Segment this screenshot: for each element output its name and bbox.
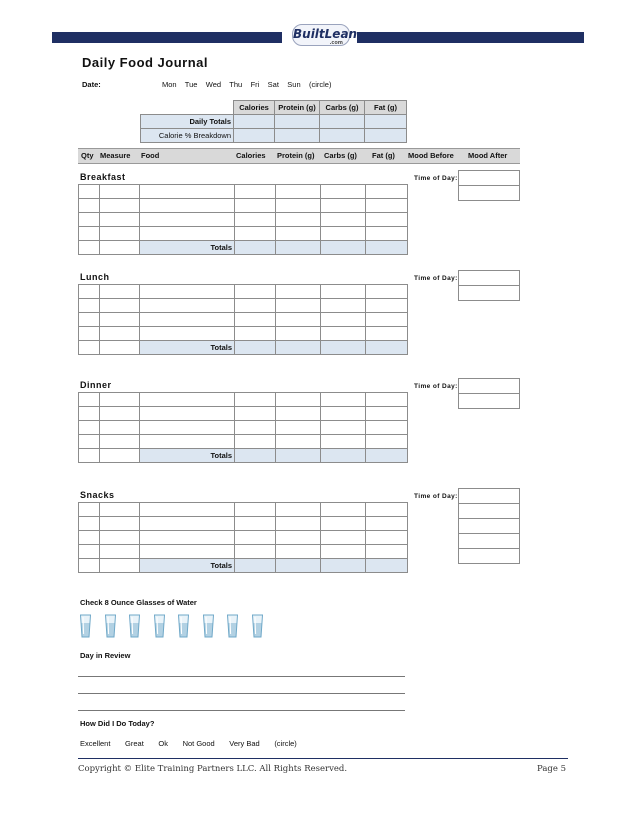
entry-cell[interactable] [235,435,276,449]
entry-cell[interactable] [235,393,276,407]
entry-cell[interactable] [235,545,276,559]
table-row [79,545,408,559]
rating-circle-note: (circle) [274,739,297,748]
entry-cell[interactable] [366,531,408,545]
entry-cell[interactable] [79,407,100,421]
entry-cell[interactable] [140,407,235,421]
entry-cell[interactable] [235,407,276,421]
time-of-day-box [458,170,520,201]
col-carbs: Carbs (g) [324,151,357,160]
water-glass-icon[interactable] [227,614,238,638]
water-glass-icon[interactable] [203,614,214,638]
entry-cell[interactable] [140,531,235,545]
water-glass-icon[interactable] [154,614,165,638]
entry-cell[interactable] [100,185,140,199]
entry-cell[interactable] [235,199,276,213]
time-of-day-cell[interactable] [459,186,520,201]
totals-cell[interactable] [235,341,276,355]
calorie-breakdown-cell[interactable] [275,129,320,143]
footer-rule [78,758,568,759]
entry-cell[interactable] [366,517,408,531]
entry-cell[interactable] [79,503,100,517]
entry-cell[interactable] [276,185,321,199]
totals-row [79,341,408,355]
entry-cell[interactable] [235,285,276,299]
totals-label: Totals [140,449,235,463]
entry-cell[interactable] [276,285,321,299]
entry-cell[interactable] [140,213,235,227]
entry-cell[interactable] [100,393,140,407]
days-row [162,80,331,89]
entry-cell[interactable] [321,299,366,313]
entry-cell[interactable] [276,407,321,421]
daily-totals-cell[interactable] [275,115,320,129]
date-label: Date: [82,80,101,89]
entry-cell[interactable] [276,545,321,559]
meal-table [78,184,408,255]
entry-cell[interactable] [100,559,140,573]
day-tue[interactable]: Tue [184,80,198,89]
entry-cell[interactable] [79,517,100,531]
calorie-breakdown-label: Calorie % Breakdown [141,129,234,143]
entry-cell[interactable] [321,435,366,449]
table-row [79,421,408,435]
entry-cell[interactable] [140,285,235,299]
entry-cell[interactable] [79,199,100,213]
header-bar-left [52,32,282,43]
entry-cell[interactable] [276,531,321,545]
totals-cell[interactable] [321,241,366,255]
totals-cell[interactable] [366,559,408,573]
how-did-i-do-label: How Did I Do Today? [80,719,155,728]
rating-very-bad[interactable]: Very Bad [229,739,260,748]
table-row [79,503,408,517]
daily-totals-cell[interactable] [365,115,407,129]
entry-cell[interactable] [366,435,408,449]
builtlean-logo [292,24,358,46]
entry-cell[interactable] [100,199,140,213]
entry-cell[interactable] [321,199,366,213]
time-of-day-cell[interactable] [459,379,520,394]
entry-cell[interactable] [79,421,100,435]
entry-cell[interactable] [79,341,100,355]
entry-cell[interactable] [235,517,276,531]
totals-cell[interactable] [321,341,366,355]
entry-cell[interactable] [100,299,140,313]
entry-cell[interactable] [366,213,408,227]
col-protein: Protein (g) [277,151,315,160]
entry-cell[interactable] [235,299,276,313]
col-mood-before: Mood Before [408,151,454,160]
table-row [79,435,408,449]
entry-cell[interactable] [79,285,100,299]
entry-cell[interactable] [276,327,321,341]
entry-cell[interactable] [366,393,408,407]
time-of-day-cell[interactable] [459,271,520,286]
entry-cell[interactable] [321,407,366,421]
totals-cell[interactable] [321,449,366,463]
entry-cell[interactable] [366,407,408,421]
time-of-day-cell[interactable] [459,519,520,534]
entry-cell[interactable] [79,545,100,559]
entry-cell[interactable] [276,313,321,327]
table-row [79,285,408,299]
entry-cell[interactable] [235,185,276,199]
entry-cell[interactable] [276,393,321,407]
entry-cell[interactable] [276,517,321,531]
totals-cell[interactable] [321,559,366,573]
day-sun[interactable]: Sun [287,80,301,89]
entry-cell[interactable] [235,503,276,517]
time-of-day-cell[interactable] [459,171,520,186]
time-of-day-label: Time of Day: [414,175,458,182]
table-row [79,531,408,545]
entry-cell[interactable] [100,503,140,517]
rating-ok[interactable]: Ok [158,739,168,748]
review-line-2[interactable] [78,693,405,694]
meal-table [78,392,408,463]
rating-excellent[interactable]: Excellent [80,739,111,748]
entry-cell[interactable] [100,313,140,327]
day-review-label: Day in Review [80,651,131,660]
column-header-bar [78,148,520,164]
daily-totals-cell[interactable] [320,115,365,129]
table-row [79,199,408,213]
entry-cell[interactable] [276,299,321,313]
rating-great[interactable]: Great [125,739,144,748]
entry-cell[interactable] [276,213,321,227]
meal-title: Snacks [80,490,115,500]
time-of-day-cell[interactable] [459,504,520,519]
col-measure: Measure [100,151,131,160]
entry-cell[interactable] [276,199,321,213]
review-line-3[interactable] [78,710,405,711]
review-line-1[interactable] [78,676,405,677]
time-of-day-label: Time of Day: [414,383,458,390]
entry-cell[interactable] [321,531,366,545]
col-fat: Fat (g) [372,151,395,160]
entry-cell[interactable] [79,393,100,407]
entry-cell[interactable] [100,241,140,255]
day-sat[interactable]: Sat [267,80,279,89]
entry-cell[interactable] [140,421,235,435]
summary-header-fat: Fat (g) [365,101,407,115]
entry-cell[interactable] [366,545,408,559]
entry-cell[interactable] [140,185,235,199]
daily-totals-cell[interactable] [234,115,275,129]
water-glass-icon[interactable] [252,614,263,638]
entry-cell[interactable] [79,241,100,255]
footer-page-number: Page 5 [537,764,566,774]
entry-cell[interactable] [366,199,408,213]
entry-cell[interactable] [79,559,100,573]
col-mood-after: Mood After [468,151,508,160]
time-of-day-box [458,378,520,409]
time-of-day-label: Time of Day: [414,493,458,500]
time-of-day-label: Time of Day: [414,275,458,282]
entry-cell[interactable] [321,503,366,517]
totals-cell[interactable] [235,449,276,463]
totals-cell[interactable] [366,449,408,463]
entry-cell[interactable] [100,449,140,463]
col-qty: Qty [81,151,94,160]
entry-cell[interactable] [366,327,408,341]
entry-cell[interactable] [321,545,366,559]
logo-subtext: .com [329,40,343,46]
totals-cell[interactable] [235,241,276,255]
water-glass-icon[interactable] [105,614,116,638]
table-row [79,299,408,313]
col-calories: Calories [236,151,266,160]
entry-cell[interactable] [366,503,408,517]
entry-cell[interactable] [366,421,408,435]
entry-cell[interactable] [140,435,235,449]
meal-title: Breakfast [80,172,126,182]
day-fri[interactable]: Fri [250,80,260,89]
entry-cell[interactable] [321,517,366,531]
entry-cell[interactable] [140,313,235,327]
entry-cell[interactable] [276,227,321,241]
entry-cell[interactable] [140,393,235,407]
summary-header-protein: Protein (g) [275,101,320,115]
entry-cell[interactable] [79,449,100,463]
footer-copyright: Copyright © Elite Training Partners LLC. All Rights Reserved. [78,764,348,774]
entry-cell[interactable] [276,421,321,435]
entry-cell[interactable] [100,213,140,227]
entry-cell[interactable] [140,299,235,313]
entry-cell[interactable] [100,407,140,421]
col-food: Food [141,151,160,160]
totals-cell[interactable] [366,241,408,255]
entry-cell[interactable] [79,435,100,449]
summary-header-carbs: Carbs (g) [320,101,365,115]
calorie-breakdown-cell[interactable] [320,129,365,143]
totals-label: Totals [140,241,235,255]
daily-totals-label: Daily Totals [141,115,234,129]
entry-cell[interactable] [366,185,408,199]
entry-cell[interactable] [100,421,140,435]
entry-cell[interactable] [79,327,100,341]
water-label: Check 8 Ounce Glasses of Water [80,598,197,607]
rating-not-good[interactable]: Not Good [182,739,215,748]
entry-cell[interactable] [321,393,366,407]
entry-cell[interactable] [366,299,408,313]
totals-cell[interactable] [276,559,321,573]
meal-title: Lunch [80,272,110,282]
entry-cell[interactable] [321,421,366,435]
entry-cell[interactable] [366,227,408,241]
totals-label: Totals [140,341,235,355]
daily-summary-table [140,100,407,143]
entry-cell[interactable] [100,545,140,559]
time-of-day-cell[interactable] [459,489,520,504]
entry-cell[interactable] [100,531,140,545]
logo-text: BuiltLean [293,27,358,41]
entry-cell[interactable] [100,327,140,341]
entry-cell[interactable] [235,313,276,327]
entry-cell[interactable] [100,341,140,355]
entry-cell[interactable] [79,299,100,313]
entry-cell[interactable] [276,435,321,449]
entry-cell[interactable] [79,313,100,327]
water-glass-icon[interactable] [80,614,91,638]
time-of-day-box [458,488,520,564]
day-mon[interactable]: Mon [162,80,177,89]
table-row [79,185,408,199]
entry-cell[interactable] [100,227,140,241]
entry-cell[interactable] [79,531,100,545]
time-of-day-cell[interactable] [459,534,520,549]
table-row [79,407,408,421]
entry-cell[interactable] [140,327,235,341]
entry-cell[interactable] [235,327,276,341]
table-row [79,227,408,241]
entry-cell[interactable] [140,545,235,559]
table-row [79,313,408,327]
entry-cell[interactable] [235,213,276,227]
entry-cell[interactable] [100,285,140,299]
page-title: Daily Food Journal [82,55,209,70]
rating-options [80,739,297,748]
entry-cell[interactable] [321,285,366,299]
entry-cell[interactable] [79,213,100,227]
water-glass-icon[interactable] [178,614,189,638]
calorie-breakdown-cell[interactable] [234,129,275,143]
entry-cell[interactable] [140,517,235,531]
day-wed[interactable]: Wed [205,80,222,89]
entry-cell[interactable] [321,185,366,199]
summary-header-calories: Calories [234,101,275,115]
entry-cell[interactable] [140,503,235,517]
entry-cell[interactable] [100,517,140,531]
entry-cell[interactable] [235,227,276,241]
entry-cell[interactable] [366,285,408,299]
table-row [79,393,408,407]
entry-cell[interactable] [321,313,366,327]
meal-title: Dinner [80,380,112,390]
entry-cell[interactable] [140,227,235,241]
totals-cell[interactable] [366,341,408,355]
time-of-day-cell[interactable] [459,394,520,409]
entry-cell[interactable] [276,503,321,517]
totals-cell[interactable] [276,449,321,463]
totals-row [79,241,408,255]
time-of-day-box [458,270,520,301]
entry-cell[interactable] [235,421,276,435]
day-thu[interactable]: Thu [229,80,243,89]
meal-table [78,502,408,573]
water-glass-icon[interactable] [129,614,140,638]
table-row [79,517,408,531]
entry-cell[interactable] [321,327,366,341]
table-row [79,327,408,341]
time-of-day-cell[interactable] [459,286,520,301]
entry-cell[interactable] [100,435,140,449]
time-of-day-cell[interactable] [459,549,520,564]
totals-label: Totals [140,559,235,573]
entry-cell[interactable] [321,227,366,241]
totals-cell[interactable] [276,341,321,355]
entry-cell[interactable] [79,227,100,241]
totals-row [79,449,408,463]
entry-cell[interactable] [321,213,366,227]
totals-cell[interactable] [235,559,276,573]
meal-table [78,284,408,355]
circle-note: (circle) [308,80,332,89]
totals-row [79,559,408,573]
header-bar-right [357,32,584,43]
totals-cell[interactable] [276,241,321,255]
calorie-breakdown-cell[interactable] [365,129,407,143]
entry-cell[interactable] [366,313,408,327]
entry-cell[interactable] [140,199,235,213]
entry-cell[interactable] [235,531,276,545]
entry-cell[interactable] [79,185,100,199]
table-row [79,213,408,227]
